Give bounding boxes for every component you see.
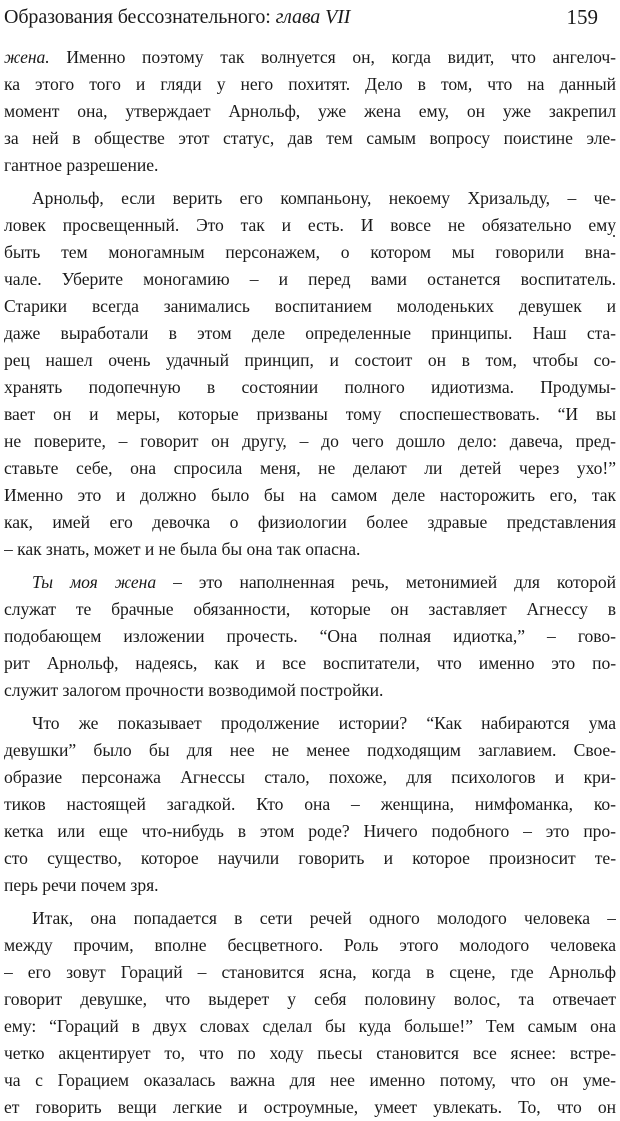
line-text: ловек просвещенный. Это так и есть. И вовсе не обязательно ему — [4, 215, 616, 235]
line-text: служат те брачные обязанности, которые он заставляет Агнессу в — [4, 599, 616, 619]
line-text: подобающем изложении прочесть. “Она полная идиотка,” – гово- — [4, 626, 616, 646]
line-text: ет говорить вещи легкие и остроумные, умеет увлекать. То, что он — [4, 1097, 616, 1117]
line-text: ка этого того и гляди у него похитят. Дело в том, что на данный — [4, 74, 616, 94]
paragraph — [4, 569, 616, 704]
text-line — [4, 596, 616, 623]
running-chapter: глава VII — [275, 6, 351, 28]
line-text: гантное разрешение. — [4, 155, 159, 175]
text-line — [4, 374, 616, 401]
text-line — [4, 347, 616, 374]
text-line — [4, 986, 616, 1013]
italic-phrase: жена. — [4, 47, 50, 67]
line-text: Арнольф, если верить его компаньону, некоему Хризальду, – че- — [32, 188, 616, 208]
text-line — [4, 818, 616, 845]
line-text: – его зовут Гораций – становится ясна, когда в сцене, где Арнольф — [4, 962, 616, 982]
text-line — [4, 71, 616, 98]
body-text — [4, 44, 616, 1121]
line-text: даже выработали в этом деле определенные принципы. Наш ста- — [4, 323, 616, 343]
paragraph — [4, 710, 616, 899]
line-text: – как знать, может и не была бы она так опасна. — [4, 539, 361, 559]
text-line — [4, 455, 616, 482]
text-line — [4, 710, 616, 737]
line-text: не поверите, – говорит он другу, – до чего дошло дело: давеча, пред- — [4, 431, 616, 451]
text-line — [4, 791, 616, 818]
margin-speck — [613, 235, 615, 237]
line-text: хранять подопечную в состоянии полного идиотизма. Продумы- — [4, 377, 616, 397]
line-text: Именно поэтому так волнуется он, когда видит, что ангелоч- — [49, 47, 616, 67]
line-text: Итак, она попадается в сети речей одного молодого человека – — [32, 908, 616, 928]
line-text: рец нашел очень удачный принцип, и состоит он в том, чтобы со- — [4, 350, 616, 370]
text-line — [4, 959, 616, 986]
line-text: четко акцентирует то, что по ходу пьесы становится все яснее: встре- — [4, 1043, 616, 1063]
paragraph — [4, 185, 616, 563]
line-text: как, имей его девочка о физиологии более здравые представления — [4, 512, 616, 532]
text-line — [4, 44, 616, 71]
text-line — [4, 737, 616, 764]
running-title: Образования бессознательного: — [4, 6, 276, 28]
page-number: 159 — [566, 5, 598, 29]
text-line — [4, 239, 616, 266]
paragraph — [4, 44, 616, 179]
text-line — [4, 482, 616, 509]
running-head — [4, 2, 600, 32]
text-line — [4, 1013, 616, 1040]
line-text: девушки” было бы для нее не менее подходящим заглавием. Свое- — [4, 740, 616, 760]
text-line — [4, 569, 616, 596]
line-text: быть тем моногамным персонажем, о котором мы говорили вна- — [4, 242, 616, 262]
text-line — [4, 932, 616, 959]
line-text: Старики всегда занимались воспитанием молоденьких девушек и — [4, 296, 616, 316]
line-text: Что же показывает продолжение истории? “Как набираются ума — [32, 713, 616, 733]
italic-phrase: Ты моя жена — [32, 572, 157, 592]
line-text: за ней в обществе этот статус, дав тем самым вопросу поистине эле- — [4, 128, 616, 148]
line-text: сто существо, которое научили говорить и которое произносит те- — [4, 848, 616, 868]
text-line — [4, 872, 616, 899]
text-line — [4, 152, 616, 179]
text-line — [4, 509, 616, 536]
text-line — [4, 293, 616, 320]
line-text: ставьте себе, она спросила меня, не делают ли детей через ухо!” — [4, 458, 616, 478]
line-text: – это наполненная речь, метонимией для которой — [156, 572, 616, 592]
line-text: ему: “Гораций в двух словах сделал бы куда больше!” Тем самым она — [4, 1016, 616, 1036]
text-line — [4, 623, 616, 650]
line-text: ча с Горацием оказалась важна для нее именно потому, что он уме- — [4, 1070, 616, 1090]
line-text: рит Арнольф, надеясь, как и все воспитатели, что именно это по- — [4, 653, 616, 673]
line-text: вает он и меры, которые призваны тому споспешествовать. “И вы — [4, 404, 616, 424]
text-line — [4, 185, 616, 212]
text-line — [4, 905, 616, 932]
text-line — [4, 650, 616, 677]
text-line — [4, 212, 616, 239]
text-line — [4, 98, 616, 125]
text-line — [4, 401, 616, 428]
line-text: момент она, утверждает Арнольф, уже жена ему, он уже закрепил — [4, 101, 616, 121]
text-line — [4, 1094, 616, 1121]
text-line — [4, 536, 616, 563]
line-text: говорит девушке, что выдерет у себя половину волос, та отвечает — [4, 989, 616, 1009]
line-text: Именно это и должно было бы на самом деле насторожить его, так — [4, 485, 616, 505]
line-text: перь речи почем зря. — [4, 875, 159, 895]
text-line — [4, 1040, 616, 1067]
line-text: служит залогом прочности возводимой постройки. — [4, 680, 384, 700]
text-line — [4, 320, 616, 347]
text-line — [4, 266, 616, 293]
line-text: тиков настоящей загадкой. Кто она – женщина, нимфоманка, ко- — [4, 794, 616, 814]
text-line — [4, 428, 616, 455]
text-line — [4, 125, 616, 152]
text-line — [4, 845, 616, 872]
line-text: между прочим, вполне бесцветного. Роль этого молодого человека — [4, 935, 616, 955]
text-line — [4, 677, 616, 704]
text-line — [4, 1067, 616, 1094]
line-text: кетка или еще что-нибудь в этом роде? Ничего подобного – это про- — [4, 821, 616, 841]
text-line — [4, 764, 616, 791]
line-text: чале. Уберите моногамию – и перед вами останется воспитатель. — [4, 269, 616, 289]
line-text: образие персонажа Агнессы стало, похоже, для психологов и кри- — [4, 767, 616, 787]
